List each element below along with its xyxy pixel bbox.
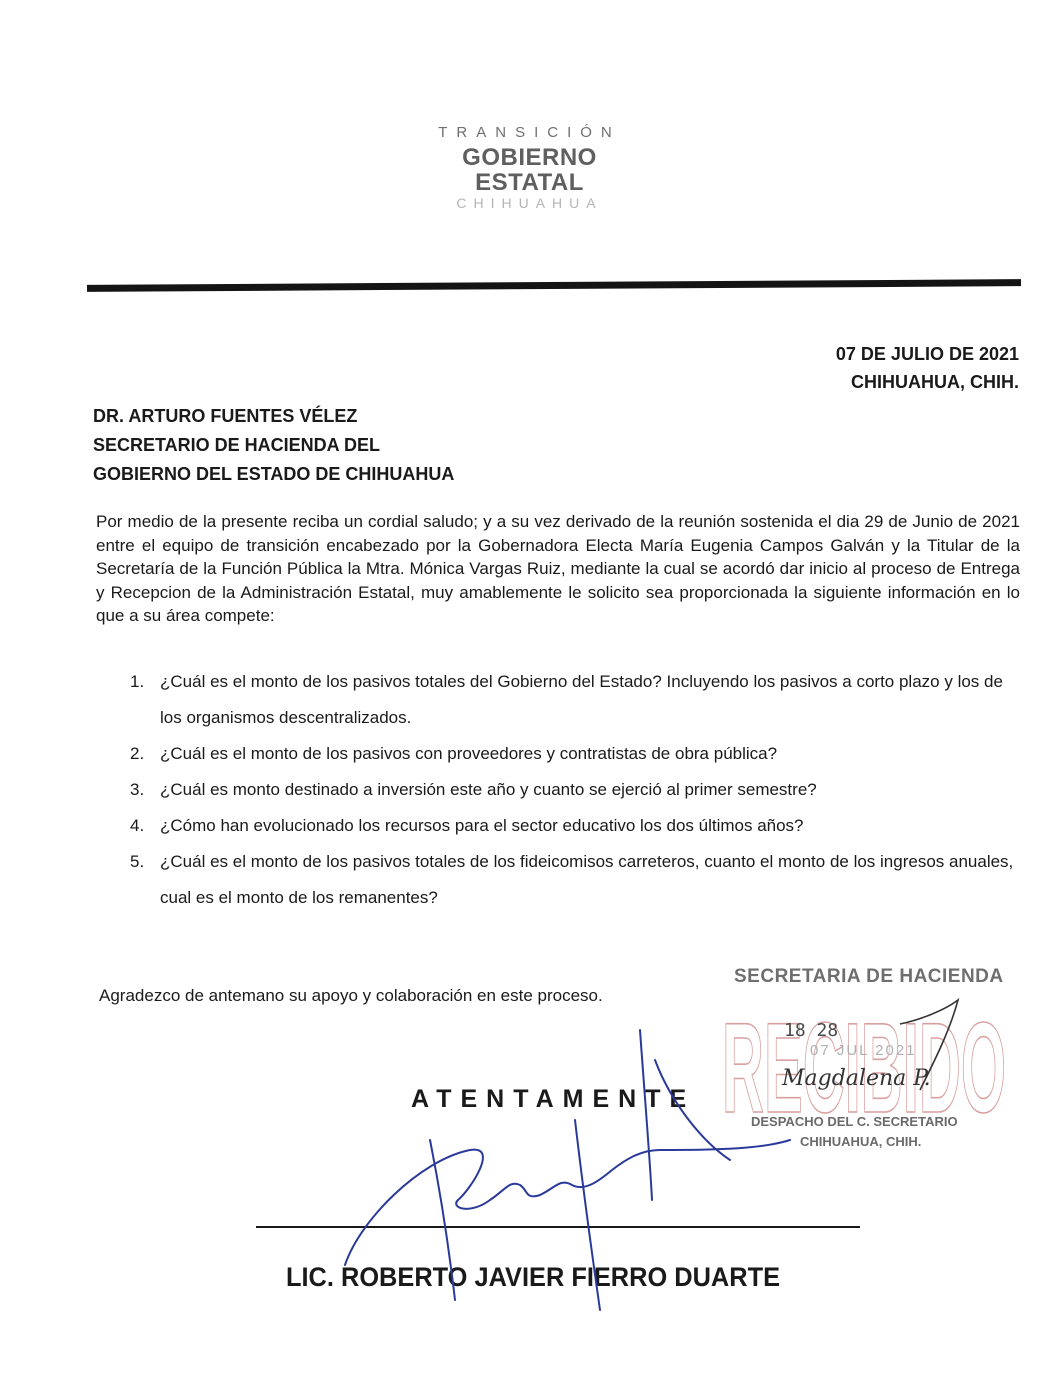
logo-transicion: TRANSICIÓN <box>438 124 621 141</box>
list-item-text: ¿Cuál es el monto de los pasivos con proveedores y contratistas de obra pública? <box>160 744 778 763</box>
stamp-received-word: RECIBIDO <box>722 997 1006 1140</box>
logo-chihuahua: CHIHUAHUA <box>456 195 603 211</box>
recipient-title-1: SECRETARIO DE HACIENDA DEL <box>93 435 381 455</box>
list-item <box>96 664 1020 736</box>
stamp-time: 18 28 <box>784 1020 839 1041</box>
closing-line: Agradezco de antemano su apoyo y colaboración en este proceso. <box>99 986 603 1005</box>
date-block <box>836 340 1019 396</box>
salutation: ATENTAMENTE <box>411 1085 696 1113</box>
signature-line <box>256 1226 860 1228</box>
body-paragraph: Por medio de la presente reciba un cordial saludo; y a su vez derivado de la reunión sostenida el dia 29 de Junio de 2021 entre el equipo de transición encabezado por la Gobernadora Electa María Eugenia Campos Galván y la Titular de la Secretaría de la Función Pública la Mtra. Mónica Vargas Ruiz, mediante la cual se acordó dar inicio al proceso de Entrega y Recepcion de la Administración Estatal, muy amablemente le solicito sea proporcionada la siguiente información en lo que a su área compete: <box>96 512 1020 625</box>
stamp-bottom-line-1: DESPACHO DEL C. SECRETARIO <box>751 1114 958 1129</box>
recipient-block <box>93 402 454 489</box>
list-item-number: 5. <box>130 852 145 871</box>
list-item <box>96 844 1020 916</box>
stamp-bottom-line-2: CHIHUAHUA, CHIH. <box>800 1134 922 1149</box>
request-list <box>96 664 1020 916</box>
list-item-number: 2. <box>130 744 145 763</box>
list-item-text: ¿Cuál es monto destinado a inversión este año y cuanto se ejerció al primer semestre? <box>160 780 817 799</box>
logo-estatal: ESTATAL <box>475 169 584 196</box>
list-item-number: 4. <box>130 816 145 835</box>
header-divider <box>87 279 1021 292</box>
stamp-received-by: Magdalena P. <box>782 1066 931 1091</box>
date-line: 07 DE JULIO DE 2021 <box>835 344 1019 364</box>
list-item <box>96 736 1020 772</box>
list-item-text: ¿Cómo han evolucionado los recursos para el sector educativo los dos últimos años? <box>160 816 804 835</box>
place-line: CHIHUAHUA, CHIH. <box>851 372 1019 392</box>
recipient-title-2: GOBIERNO DEL ESTADO DE CHIHUAHUA <box>93 464 455 484</box>
stamp-top-text: SECRETARIA DE HACIENDA <box>734 966 1004 987</box>
list-item-number: 1. <box>130 672 145 691</box>
stamp-date: 07 JUL 2021 <box>810 1042 917 1059</box>
list-item <box>96 772 1020 808</box>
signer-name: LIC. ROBERTO JAVIER FIERRO DUARTE <box>286 1262 781 1292</box>
recipient-name: DR. ARTURO FUENTES VÉLEZ <box>93 406 358 426</box>
list-item <box>96 808 1020 844</box>
list-item-text: ¿Cuál es el monto de los pasivos totales del Gobierno del Estado? Incluyendo los pasivos a corto plazo y los de los organismos descentralizados. <box>160 672 1003 727</box>
list-item-text: ¿Cuál es el monto de los pasivos totales de los fideicomisos carreteros, cuanto el monto de los ingresos anuales, cual es el monto de los remanentes? <box>160 852 1014 907</box>
logo-gobierno: GOBIERNO <box>462 144 597 171</box>
list-item-number: 3. <box>130 780 145 799</box>
